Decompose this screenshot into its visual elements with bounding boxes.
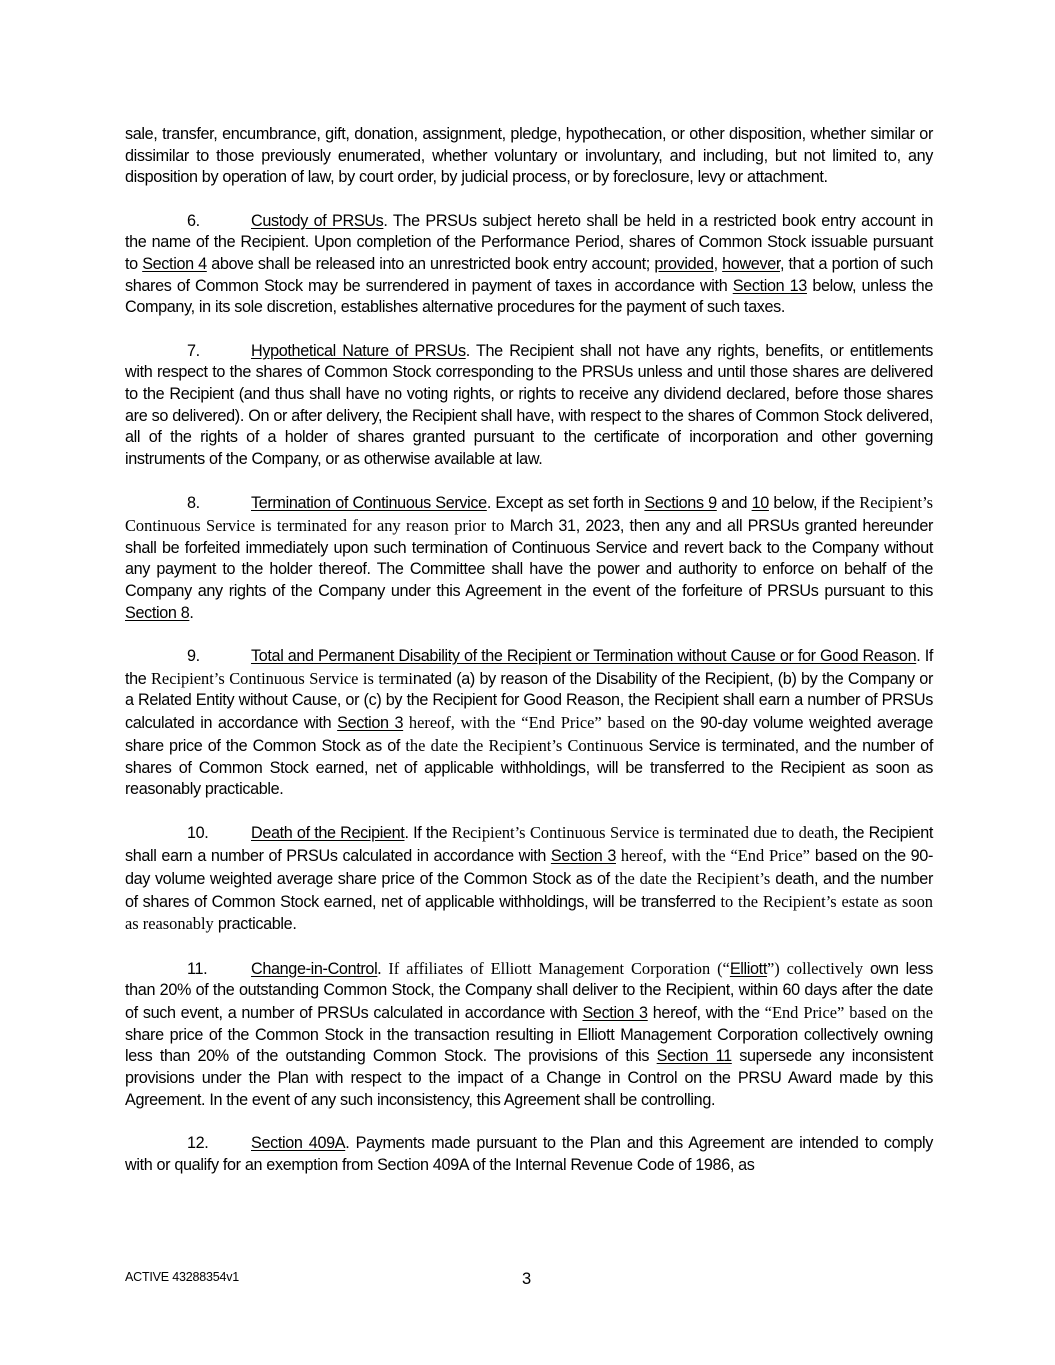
emphasis-term: provided <box>654 255 714 274</box>
section-heading: Change-in-Control <box>251 959 378 978</box>
section-number: 7. <box>187 341 200 360</box>
defined-term: Elliott <box>729 959 767 978</box>
cross-reference: Section 8 <box>125 603 190 622</box>
paragraph-continued: sale, transfer, encumbrance, gift, donation, assignment, pledge, hypothecation, or other disposition, whether similar or dissimilar to those previously enumerated, whether voluntary or involuntary, and including, but not limited to, any disposition by operation of law, by court order, by judicial process, or by foreclosure, levy or attachment. <box>125 125 933 187</box>
cross-reference: Section 4 <box>142 255 207 274</box>
section-heading: Death of the Recipient <box>251 824 405 843</box>
cross-reference: Section 11 <box>656 1047 732 1066</box>
section-number: 10. <box>187 824 209 843</box>
cross-reference: Section 3 <box>337 714 404 733</box>
emphasis-term: however <box>722 255 780 274</box>
cross-reference: 10 <box>751 494 769 513</box>
page-number: 3 <box>522 1270 532 1288</box>
document-body <box>125 124 933 1198</box>
cross-reference: Section 3 <box>550 847 616 866</box>
section-heading: Hypothetical Nature of PRSUs <box>251 341 466 360</box>
section-12-409a: 12. Section 409A. Payments made pursuant to the Plan and this Agreement are intended to comply with or qualify for an exemption from Section 409A of the Internal Revenue Code of 1986, as <box>125 1133 933 1174</box>
section-11-change-in-control: 11. Change-in-Control. If affiliates of Elliott Management Corporation (“Elliott”) collectively own less than 20% of the outstanding Common Stock, the Company shall deliver to the Recipient, within 60 days after the date of such event, a number of PRSUs calculated in accordance with Section 3 hereof, with the “End Price” based on the share price of the Common Stock in the transaction resulting in Elliott Management Corporation collectively owning less than 20% of the outstanding Common Stock. The provisions of this Section 11 supersede any inconsistent provisions under the Plan with respect to the impact of a Change in Control on the PRSU Award made by this Agreement. In the event of any such inconsistency, this Agreement shall be controlling. <box>125 958 933 1109</box>
section-10-death: 10. Death of the Recipient. If the Recipient’s Continuous Service is terminated due to death, the Recipient shall earn a number of PRSUs calculated in accordance with Section 3 hereof, with the “End Price” based on the 90-day volume weighted average share price of the Common Stock as of the date the Recipient’s death, and the number of shares of Common Stock earned, net of applicable withholdings, will be transferred to the Recipient’s estate as soon as reasonably practicable. <box>125 823 934 934</box>
section-7-hypothetical-nature: 7. Hypothetical Nature of PRSUs. The Recipient shall not have any rights, benefits, or entitlements with respect to the shares of Common Stock corresponding to the PRSUs unless and until those shares are delivered to the Recipient (and thus shall have no voting rights, or rights to receive any dividend declared, before those shares are so delivered). On or after delivery, the Recipient shall have, with respect to the shares of Common Stock delivered, all of the rights of a holder of shares granted pursuant to the certificate of incorporation and other governing instruments of the Company, or as otherwise available at law. <box>125 341 933 469</box>
section-heading: Section 409A <box>251 1133 346 1152</box>
document-id: ACTIVE 43288354v1 <box>125 1270 240 1284</box>
section-number: 9. <box>187 647 200 666</box>
cross-reference: Section 13 <box>732 276 807 295</box>
section-number: 11. <box>187 959 208 978</box>
section-heading: Termination of Continuous Service <box>251 494 487 513</box>
section-number: 8. <box>187 494 200 513</box>
section-number: 6. <box>187 211 200 230</box>
cross-reference: Section 3 <box>582 1003 648 1022</box>
section-6-custody: 6. Custody of PRSUs. The PRSUs subject hereto shall be held in a restricted book entry account in the name of the Recipient. Upon completion of the Performance Period, shares of Common Stock issuable pursuant to Section 4 above shall be released into an unrestricted book entry account; provided, however, that a portion of such shares of Common Stock may be surrendered in payment of taxes in accordance with Section 13 below, unless the Company, in its sole discretion, establishes alternative procedures for the payment of such taxes. <box>125 211 933 317</box>
section-8-termination: 8. Termination of Continuous Service. Except as set forth in Sections 9 and 10 below, if the Recipient’s Continuous Service is terminated for any reason prior to March 31, 2023, then any and all PRSUs granted hereunder shall be forfeited immediately upon such termination of Continuous Service and revert back to the Company without any payment to the holder thereof. The Committee shall have the power and authority to enforce on behalf of the Company any rights of the Company under this Agreement in the event of the forfeiture of PRSUs pursuant to this Section 8. <box>125 493 934 622</box>
section-heading: Custody of PRSUs <box>251 211 384 230</box>
section-number: 12. <box>187 1133 209 1152</box>
section-heading: Total and Permanent Disability of the Recipient or Termination without Cause or for Good Reason <box>251 647 917 666</box>
cross-reference: Sections 9 <box>644 494 717 513</box>
section-9-disability: 9. Total and Permanent Disability of the Recipient or Termination without Cause or for Good Reason. If the Recipient’s Continuous Service is terminated (a) by reason of the Disability of the Recipient, (b) by the Company or a Related Entity without Cause, or (c) by the Recipient for Good Reason, the Recipient shall earn a number of PRSUs calculated in accordance with Section 3 hereof, with the “End Price” based on the 90-day volume weighted average share price of the Common Stock as of the date the Recipient’s Continuous Service is terminated, and the number of shares of Common Stock earned, net of applicable withholdings, will be transferred to the Recipient as soon as reasonably practicable. <box>125 647 933 799</box>
